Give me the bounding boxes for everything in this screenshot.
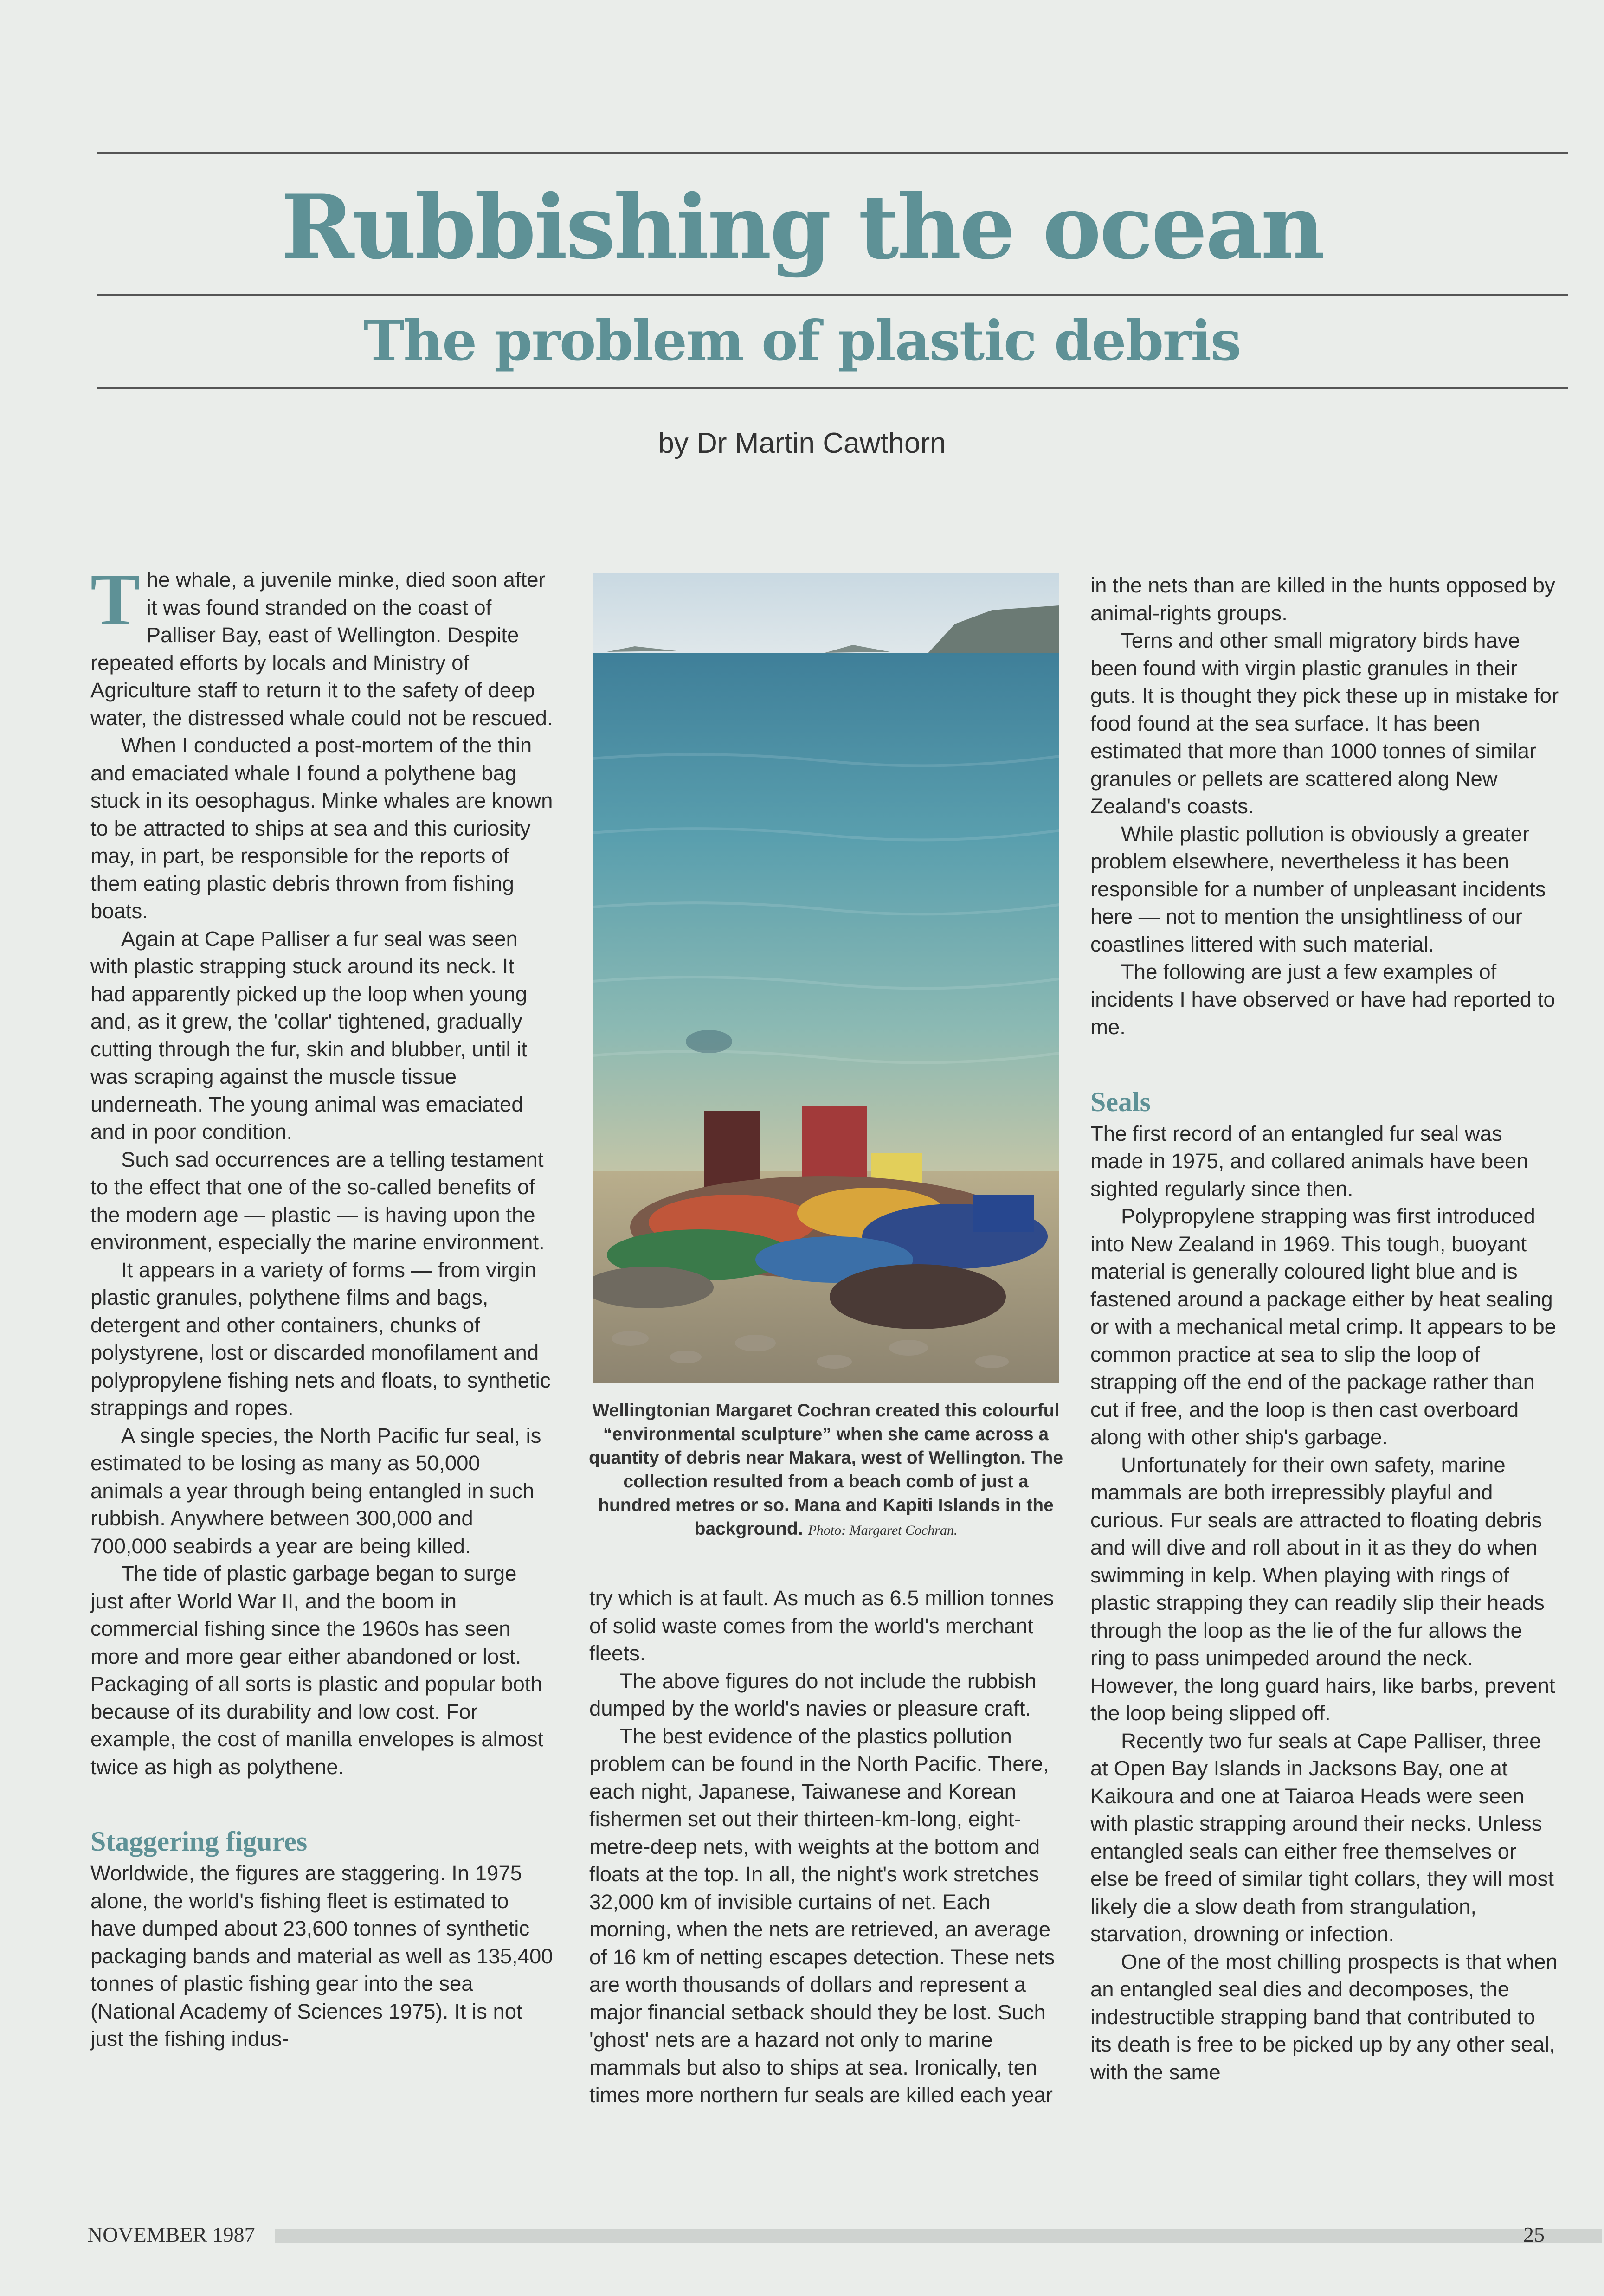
paragraph: Polypropylene strapping was first introduced into New Zealand in 1969. This tough, buoyant material is generally coloured light blue and is fastened around a package either by heat sealing or with a mechanical metal crimp. It appears to be common practice at sea to slip the loop of strapping off the end of the package rather than cut if free, and the loop is then cast overboard along with other ship's garbage. [1090, 1204, 1556, 1449]
paragraph: Unfortunately for their own safety, marine mammals are both irrepressibly playful and curious. Fur seals are attracted to floating debris and will dive and roll about in it as they do when swimming in kelp. When playing with rings of plastic strapping they can readily slip their heads through the loop as the lie of the fur allows the ring to pass unimpeded around the neck. However, the long guard hairs, like barbs, prevent the loop being slipped off. [1090, 1453, 1555, 1725]
paragraph: The whale, a juvenile minke, died soon after it was found stranded on the coast of Palliser Bay, east of Wellington. Despite repeated efforts by locals and Ministry of Agriculture staff to return it to the safety of deep water, the distressed whale could not be rescued. [90, 558, 553, 730]
section-heading: Seals [1090, 1086, 1151, 1117]
byline: by Dr Martin Cawthorn [658, 427, 946, 459]
column-1 [90, 558, 554, 2053]
top-rule [97, 152, 1568, 154]
paragraph: Terns and other small migratory birds have been found with virgin plastic granules in their guts. It is thought they pick these up in mistake for food found at the sea surface. It has been estimated that more than 1000 tonnes of similar granules or pellets are scattered along New Zealand's coasts. [1090, 629, 1559, 818]
photo-image [593, 573, 1059, 1383]
paragraph: Recently two fur seals at Cape Palliser, three at Open Bay Islands in Jacksons Bay, one at Kaikoura and one at Taiaroa Heads were seen with plastic strapping around their necks. Unless entangled seals can either free themselves or else be freed of similar tight collars, they will most likely die a slow death from strangulation, starvation, drowning or infection. [1090, 1729, 1554, 1946]
photo-credit: Photo: Margaret Cochran. [808, 1523, 958, 1538]
paragraph: in the nets than are killed in the hunts opposed by animal-rights groups. [1090, 573, 1555, 625]
section-heading: Staggering figures [90, 1826, 308, 1857]
page-subtitle: The problem of plastic debris [363, 309, 1241, 373]
paragraph: A single species, the North Pacific fur seal, is estimated to be losing as many as 50,000 animals a year through being entangled in such rubbish. Anywhere between 300,000 and 700,000 seabirds a year are being killed. [90, 1423, 541, 1558]
paragraph: Again at Cape Palliser a fur seal was seen with plastic strapping stuck around its neck. It had apparently picked up the loop when young and, as it grew, the 'collar' tightened, gradually cutting through the fur, skin and blubber, until it was scraping against the muscle tissue underneath. The young animal was emaciated and in poor condition. [90, 926, 528, 1144]
page-number: 25 [1523, 2223, 1545, 2246]
paragraph: try which is at fault. As much as 6.5 million tonnes of solid waste comes from the world's merchant fleets. [589, 1586, 1054, 1665]
paragraph: The best evidence of the plastics pollution problem can be found in the North Pacific. There, each night, Japanese, Taiwanese and Korean fishermen set out their thirteen-km-long, eight-metre-deep nets, with weights at the bottom and floats at the top. In all, the night's work stretches 32,000 km of invisible curtains of net. Each morning, when the nets are retrieved, an average of 16 km of netting escapes detection. These nets are worth thousands of dollars and represent a major financial setback should they be lost. Such 'ghost' nets are a hazard not only to marine mammals but also to ships at sea. Ironically, ten times more northern fur seals are killed each year [589, 1724, 1055, 2107]
middle-rule [97, 294, 1568, 296]
paragraph: When I conducted a post-mortem of the thin and emaciated whale I found a polythene bag stuck in its oesophagus. Minke whales are known to be attracted to ships at sea and this curiosity may, in part, be responsible for the reports of them eating plastic debris thrown from fishing boats. [90, 733, 553, 923]
beach-photo [593, 573, 1059, 1383]
page-title: Rubbishing the ocean [281, 175, 1323, 279]
column-3 [1090, 572, 1559, 2086]
paragraph: It appears in a variety of forms — from virgin plastic granules, polythene films and bags, detergent and other containers, chunks of polystyrene, lost or discarded monofilament and polypropylene fishing nets and floats, to synthetic strappings and ropes. [90, 1258, 551, 1420]
issue-date: NOVEMBER 1987 [87, 2223, 255, 2246]
column-2 [589, 1584, 1058, 2109]
paragraph: The above figures do not include the rubbish dumped by the world's navies or pleasure craft. [589, 1669, 1037, 1720]
page-footer [87, 2222, 1545, 2248]
bottom-rule [97, 387, 1568, 389]
photo-caption [587, 1399, 1065, 1542]
footer-bar [275, 2229, 1602, 2243]
paragraph: The following are just a few examples of incidents I have observed or have had reported to me. [1090, 960, 1555, 1039]
caption-text: Wellingtonian Margaret Cochran created this colourful “environmental sculpture” when she came across a quantity of debris near Makara, west of Wellington. The collection resulted from a beach comb of just a hundred metres or so. Mana and Kapiti Islands in the background. [588, 1401, 1063, 1539]
paragraph: While plastic pollution is obviously a greater problem elsewhere, nevertheless it has been responsible for a number of unpleasant incidents here — not to mention the unsightliness of our coastlines littered with such material. [1090, 822, 1546, 956]
paragraph: The tide of plastic garbage began to surge just after World War II, and the boom in commercial fishing since the 1960s has seen more and more gear either abandoned or lost. Packaging of all sorts is plastic and popular both because of its durability and low cost. For example, the cost of manilla envelopes is almost twice as high as polythene. [90, 1562, 544, 1779]
paragraph: Such sad occurrences are a telling testament to the effect that one of the so-called benefits of the modern age — plastic — is having upon the environment, especially the marine environment. [90, 1147, 545, 1254]
paragraph: Worldwide, the figures are staggering. In 1975 alone, the world's fishing fleet is estimated to have dumped about 23,600 tonnes of synthetic packaging bands and material as well as 135,400 tonnes of plastic fishing gear into the sea (National Academy of Sciences 1975). It is not just the fishing indus- [90, 1861, 553, 2051]
drop-cap: T [90, 558, 140, 641]
paragraph: One of the most chilling prospects is that when an entangled seal dies and decomposes, the indestructible strapping band that contributed to its death is free to be picked up by any other seal, with the same [1090, 1949, 1558, 2084]
paragraph: The first record of an entangled fur seal was made in 1975, and collared animals have been sighted regularly since then. [1090, 1121, 1528, 1201]
